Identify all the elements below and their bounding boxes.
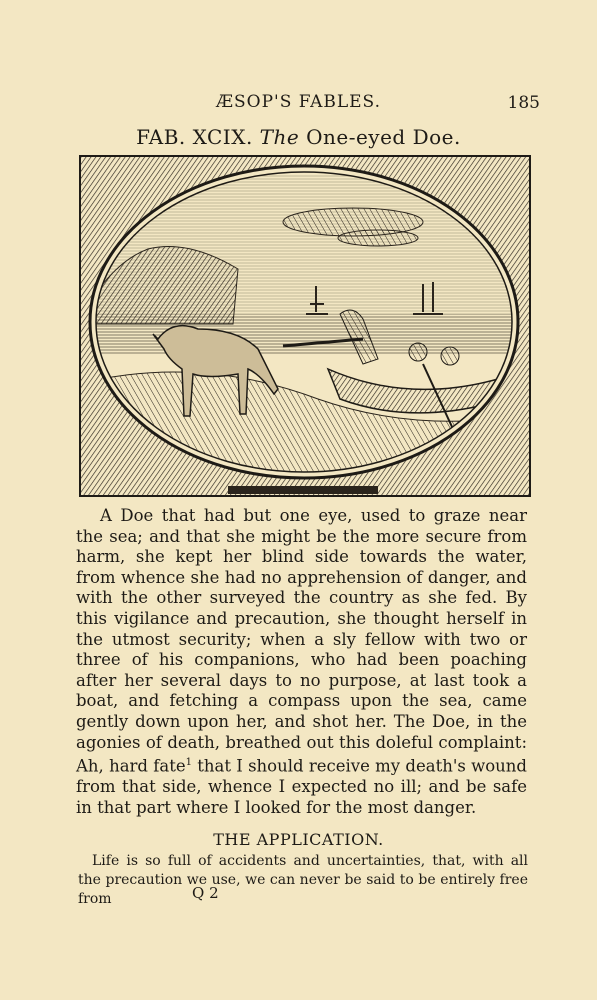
- fable-body-part1: A Doe that had but one eye, used to graze near the sea; and that she might be the more secure from harm, she kept her blind side towards the water, from whence she had no apprehension of danger, and with the other surveyed the country as she fed. By this vigilance and precaution, she thought herself in the utmost security; when a sly fellow with two or three of his companions, who had been poaching after her several days to no purpose, at last took a boat, and fetching a compass upon the sea, came gently down upon her, and shot her. The Doe, in the agonies of death, breathed out this doleful complaint: Ah, hard fate: [76, 506, 527, 776]
- fable-number: FAB. XCIX.: [136, 125, 253, 149]
- fable-body: [76, 506, 527, 818]
- page-number: 185: [507, 93, 540, 113]
- fable-title-article: The: [259, 125, 300, 149]
- printer-signature: Q 2: [192, 884, 219, 902]
- fable-body-part2: that I should receive my death's wound from that side, whence I expected no ill; and be safe in that part where I looked for the most danger.: [76, 756, 527, 817]
- fable-title: [0, 125, 597, 149]
- woodcut-doe-hunter-boat-icon: [78, 154, 532, 500]
- fable-title-name: One-eyed Doe.: [306, 125, 461, 149]
- footnote-mark: 1: [185, 757, 192, 769]
- application-paragraph: Life is so full of accidents and uncertainties, that, with all the precaution we use, we can never be said to be entirely free from: [78, 853, 528, 907]
- application-heading: THE APPLICATION.: [213, 830, 384, 849]
- application-text: [78, 852, 528, 909]
- running-title: ÆSOP'S FABLES.: [216, 92, 381, 112]
